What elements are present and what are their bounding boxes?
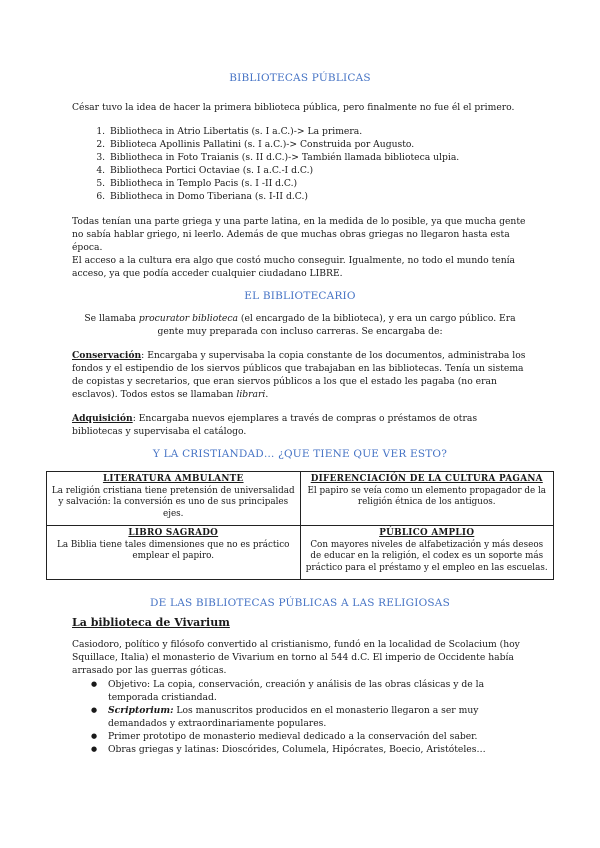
librarian-intro: Se llamaba procurator biblioteca (el encargado de la biblioteca), y era un cargo público. Era gente muy preparada con incluso carreras. Se encargaba de: bbox=[84, 313, 516, 337]
cell-text: La Biblia tiene tales dimensiones que no es práctico emplear el papiro. bbox=[57, 539, 290, 561]
conservation-paragraph: Conservación: Encargaba y supervisaba la copia constante de los documentos, administraba los fondos y el estipendio de los siervos públicos que trabajaban en las bibliotecas. Tenía un sistema de copistas y secretarios, que eran siervos públicos a los que el estado les pagaba (no eran esclavos). Todos estos se llamaban librari. bbox=[72, 350, 526, 400]
list-item: ● Obras griegas y latinas: Dioscórides, Columela, Hipócrates, Boecio, Aristóteles… bbox=[108, 743, 528, 756]
religious-heading: DE LAS BIBLIOTECAS PÚBLICAS A LAS RELIGIOSAS bbox=[150, 597, 450, 609]
libraries-list bbox=[72, 125, 528, 203]
vivarium-list bbox=[72, 678, 528, 756]
intro-paragraph: César tuvo la idea de hacer la primera biblioteca pública, pero finalmente no fue él el primero. bbox=[72, 102, 515, 113]
table-cell bbox=[47, 472, 301, 526]
table-row bbox=[47, 526, 554, 580]
cell-title: PÚBLICO AMPLIO bbox=[379, 528, 475, 538]
conservation-label: Conservación bbox=[72, 350, 142, 361]
procurator-term: procurator biblioteca bbox=[138, 313, 238, 324]
cell-title: LIBRO SAGRADO bbox=[128, 528, 219, 538]
cell-text: Con mayores niveles de alfabetización y más deseos de educar en la religión, el codex es un soporte más práctico para el préstamo y el empleo en las escuelas. bbox=[305, 539, 548, 573]
librarian-heading: EL BIBLIOTECARIO bbox=[244, 290, 356, 302]
table-cell bbox=[300, 526, 554, 580]
cell-title: DIFERENCIACIÓN DE LA CULTURA PAGANA bbox=[310, 474, 543, 484]
table-cell bbox=[300, 472, 554, 526]
christianity-heading: Y LA CRISTIANDAD… ¿QUE TIENE QUE VER ESTO? bbox=[152, 448, 448, 460]
document-page bbox=[51, 70, 548, 756]
acquisition-paragraph: Adquisición: Encargaba nuevos ejemplares a través de compras o préstamos de otras bibliotecas y supervisaba el catálogo. bbox=[72, 413, 478, 437]
table-row bbox=[47, 472, 554, 526]
list-item: ● Scriptorium: Los manuscritos producidos en el monasterio llegaron a ser muy demandados y extraordinariamente populares. bbox=[108, 704, 528, 730]
scriptorium-term: Scriptorium: bbox=[108, 705, 174, 716]
list-item: ● Objetivo: La copia, conservación, creación y análisis de las obras clásicas y de la temporada cristiandad. bbox=[108, 678, 528, 704]
vivarium-paragraph: Casiodoro, político y filósofo convertido al cristianismo, fundó en la localidad de Scolacium (hoy Squillace, Italia) el monasterio de Vivarium en torno al 544 d.C. El imperio de Occidente había arrasado por las guerras góticas. bbox=[72, 639, 520, 676]
list-item: ● Primer prototipo de monasterio medieval dedicado a la conservación del saber. bbox=[108, 730, 528, 743]
table-cell bbox=[47, 526, 301, 580]
christianity-table bbox=[46, 471, 554, 580]
list-item: 3. Bibliotheca in Foto Traianis (s. II d.C.)-> También llamada biblioteca ulpia. bbox=[108, 151, 528, 164]
access-paragraph: El acceso a la cultura era algo que costó mucho conseguir. Igualmente, no todo el mundo tenía acceso, ya que podía acceder cualquier ciudadano LIBRE. bbox=[72, 255, 516, 279]
list-item: 1. Bibliotheca in Atrio Libertatis (s. I a.C.)-> La primera. bbox=[108, 125, 528, 138]
librari-term: librari bbox=[236, 389, 266, 400]
acquisition-label: Adquisición bbox=[72, 413, 133, 424]
cell-text: La religión cristiana tiene pretensión de universalidad y salvación: la conversión es uno de sus principales ejes. bbox=[51, 485, 295, 519]
list-item: 5. Bibliotheca in Templo Pacis (s. I -II d.C.) bbox=[108, 177, 528, 190]
list-item: 4. Bibliotheca Portici Octaviae (s. I a.C.-I d.C.) bbox=[108, 164, 528, 177]
languages-paragraph: Todas tenían una parte griega y una parte latina, en la medida de lo posible, ya que mucha gente no sabía hablar griego, ni leerlo. Además de que muchas obras griegas no llegaron hasta esta época. bbox=[72, 216, 526, 253]
cell-text: El papiro se veía como un elemento propagador de la religión étnica de los antiguos. bbox=[307, 485, 547, 507]
list-item: 6. Bibliotheca in Domo Tiberiana (s. I-II d.C.) bbox=[108, 190, 528, 203]
cell-title: LITERATURA AMBULANTE bbox=[102, 474, 244, 484]
page-title: BIBLIOTECAS PÚBLICAS bbox=[229, 72, 371, 84]
vivarium-heading: La biblioteca de Vivarium bbox=[72, 616, 230, 629]
list-item: 2. Biblioteca Apollinis Pallatini (s. I a.C.)-> Construida por Augusto. bbox=[108, 138, 528, 151]
